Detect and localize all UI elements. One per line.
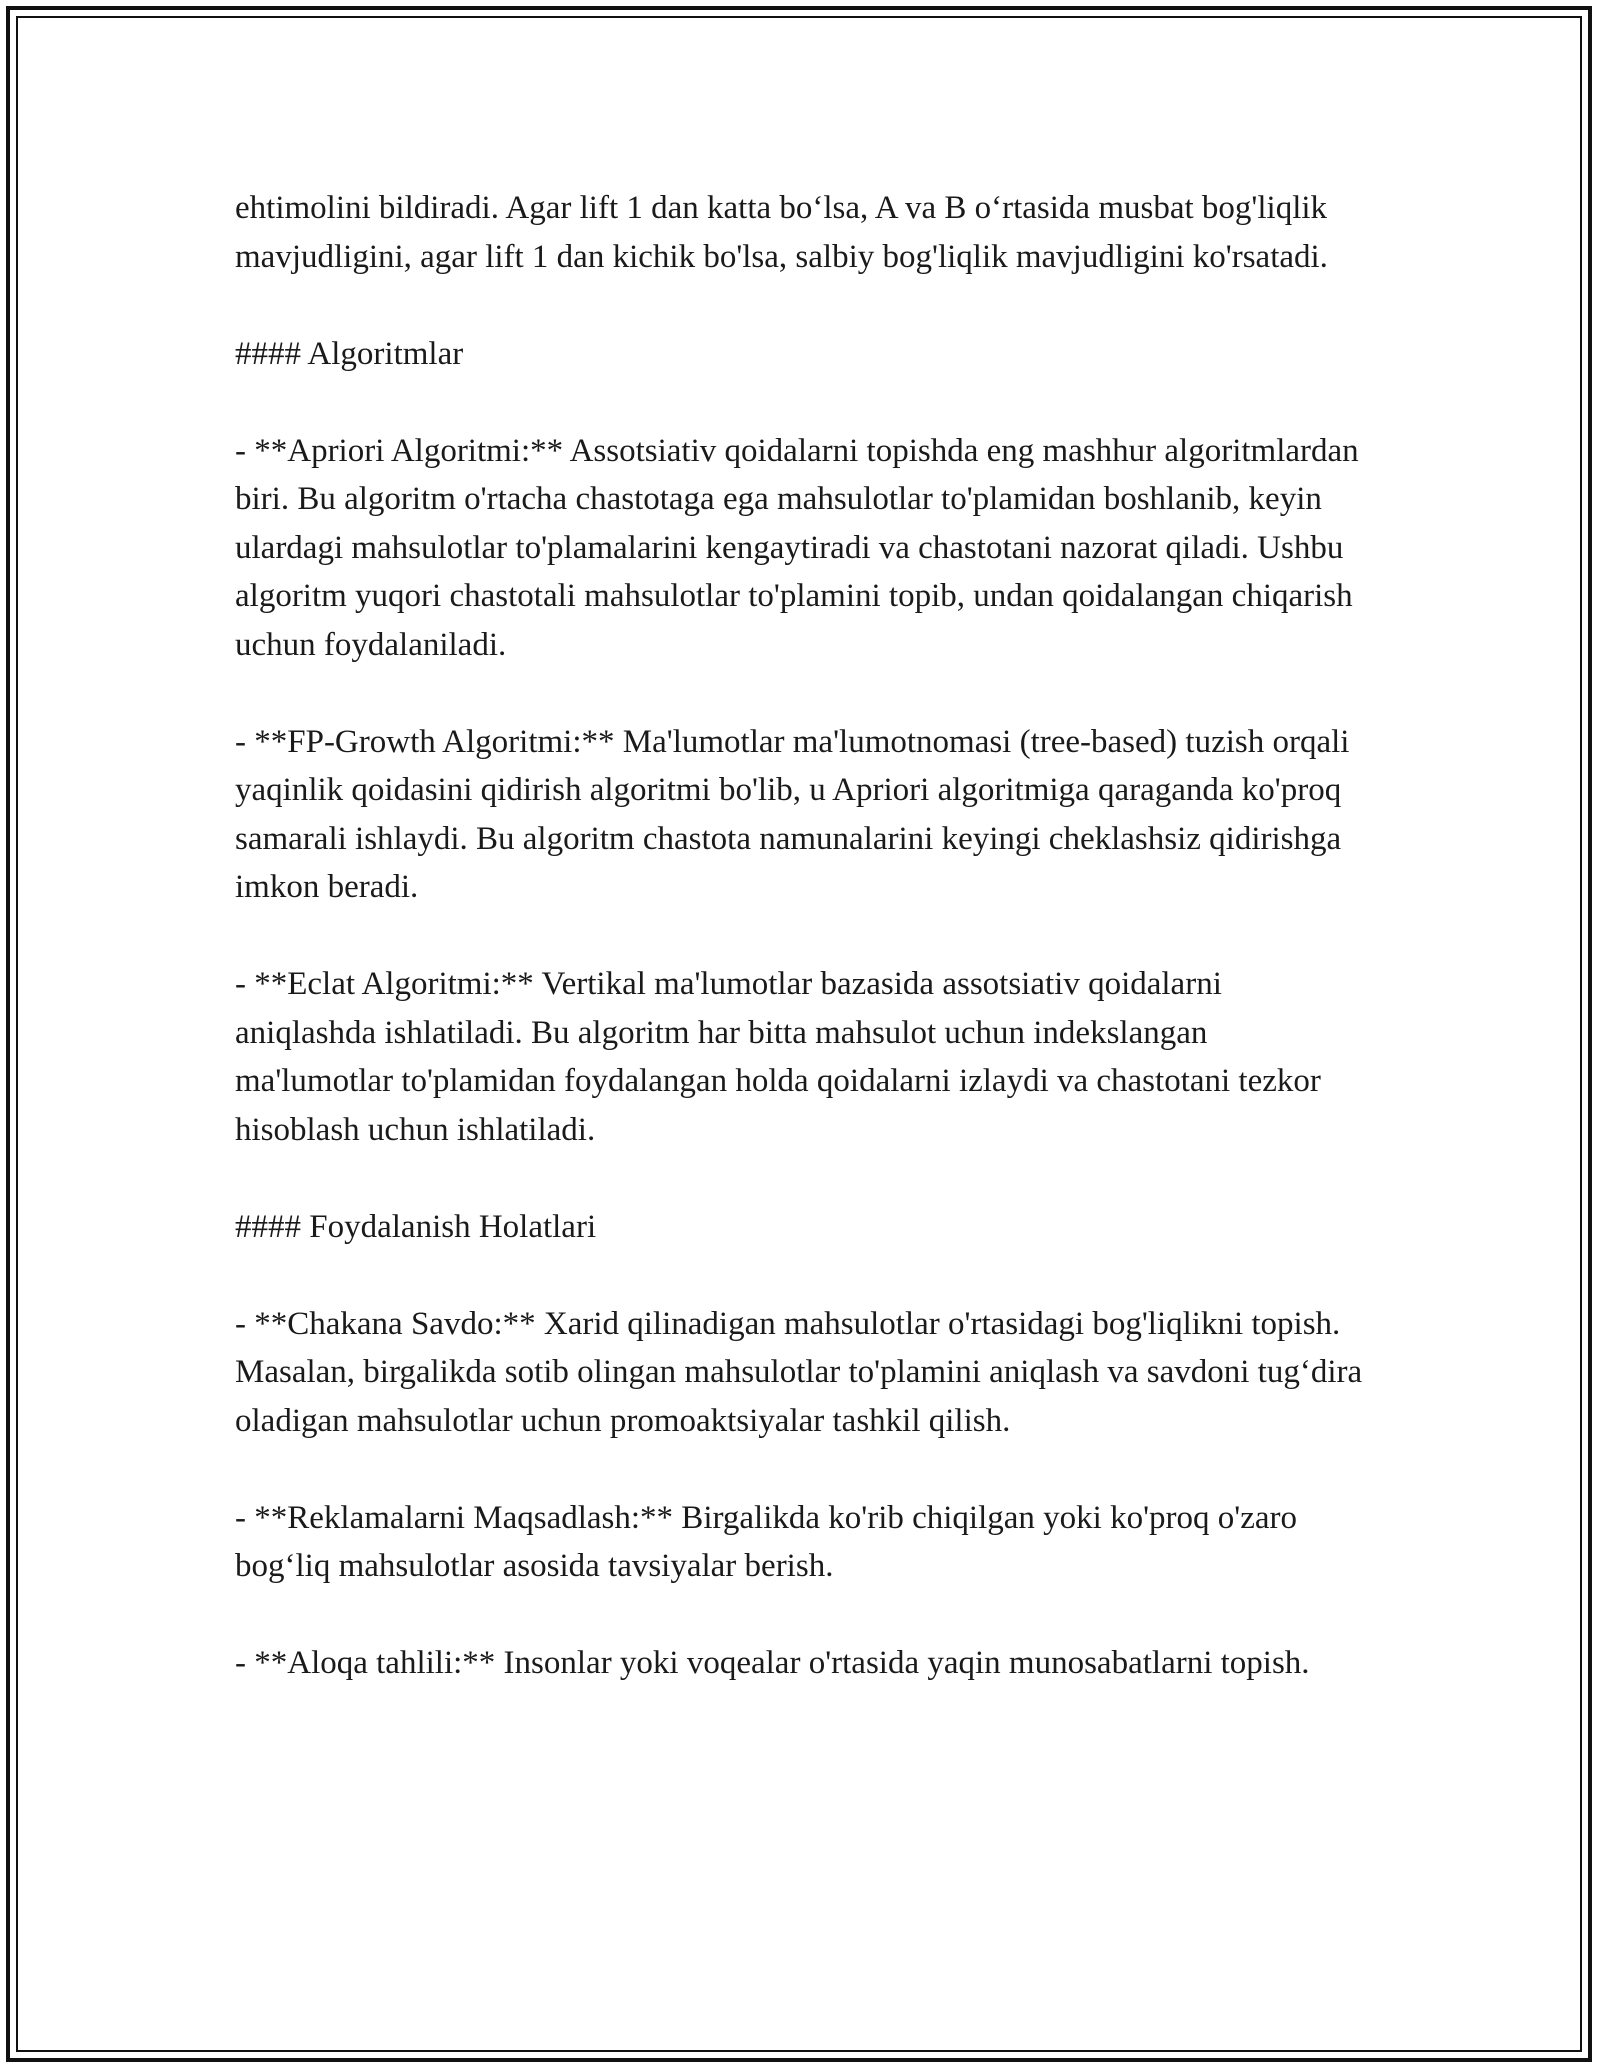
paragraph-spacer: [235, 1154, 1370, 1203]
list-item-aloqa-tahlili: - **Aloqa tahlili:** Insonlar yoki voqealar o'rtasida yaqin munosabatlarni topish.: [235, 1645, 1310, 1681]
list-item-eclat: - **Eclat Algoritmi:** Vertikal ma'lumotlar bazasida assotsiativ qoidalarni aniqlashda ishlatiladi. Bu algoritm har bitta mahsulot uchun indekslangan ma'lumotlar to'plamidan foydalangan holda qoidalarni izlaydi va chastotani tezkor hisoblash uchun ishlatiladi.: [235, 966, 1321, 1148]
document-body: [235, 184, 1370, 1688]
list-item-fp-growth: - **FP-Growth Algoritmi:** Ma'lumotlar ma'lumotnomasi (tree-based) tuzish orqali yaqinlik qoidasini qidirish algoritmi bo'lib, u Apriori algoritmiga qaraganda ko'proq samarali ishlaydi. Bu algoritm chastota namunalarini keyingi cheklashsiz qidirishga imkon beradi.: [235, 723, 1350, 905]
paragraph-spacer: [235, 669, 1370, 718]
list-item-reklamalarni-maqsadlash: - **Reklamalarni Maqsadlash:** Birgalikda ko'rib chiqilgan yoki ko'proq o'zaro bog‘liq mahsulotlar asosida tavsiyalar berish.: [235, 1499, 1297, 1584]
paragraph-spacer: [235, 1445, 1370, 1494]
list-item-apriori: - **Apriori Algoritmi:** Assotsiativ qoidalarni topishda eng mashhur algoritmlardan biri. Bu algoritm o'rtacha chastotaga ega mahsulotlar to'plamidan boshlanib, keyin ulardagi mahsulotlar to'plamalarini kengaytiradi va chastotani nazorat qiladi. Ushbu algoritm yuqori chastotali mahsulotlar to'plamini topib, undan qoidalangan chiqarish uchun foydalaniladi.: [235, 432, 1359, 663]
paragraph-spacer: [235, 1251, 1370, 1300]
paragraph-spacer: [235, 1591, 1370, 1640]
paragraph-spacer: [235, 378, 1370, 427]
list-item-chakana-savdo: - **Chakana Savdo:** Xarid qilinadigan mahsulotlar o'rtasidagi bog'liqlikni topish. Masalan, birgalikda sotib olingan mahsulotlar to'plamini aniqlash va savdoni tug‘dira oladigan mahsulotlar uchun promoaktsiyalar tashkil qilish.: [235, 1305, 1363, 1439]
paragraph-spacer: [235, 281, 1370, 330]
paragraph-lift-explanation: ehtimolini bildiradi. Agar lift 1 dan katta bo‘lsa, A va B o‘rtasida musbat bog'liqlik mavjudligini, agar lift 1 dan kichik bo'lsa, salbiy bog'liqlik mavjudligini ko'rsatadi.: [235, 190, 1328, 275]
heading-foydalanish-holatlari: #### Foydalanish Holatlari: [235, 1208, 597, 1245]
paragraph-spacer: [235, 912, 1370, 961]
heading-algoritmlar: #### Algoritmlar: [235, 335, 464, 372]
